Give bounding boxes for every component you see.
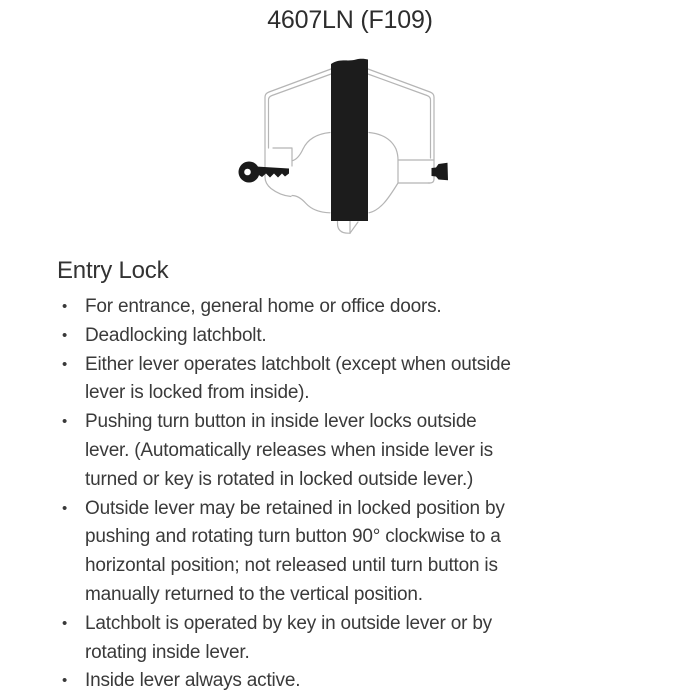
outside-lever-outline	[265, 69, 333, 213]
latchbolt-outline	[338, 221, 359, 233]
feature-line: • Inside lever always active.	[85, 670, 301, 692]
list-item	[57, 667, 657, 696]
list-item	[57, 322, 657, 351]
feature-line: • Either lever operates latchbolt (except when outside	[85, 353, 511, 375]
description-section	[57, 257, 657, 696]
feature-line: manually returned to the vertical position.	[85, 583, 423, 605]
list-item	[57, 293, 657, 322]
feature-line: • Latchbolt is operated by key in outside lever or by	[85, 612, 492, 634]
lock-diagram	[0, 0, 700, 260]
key-icon	[239, 162, 290, 183]
feature-line: pushing and rotating turn button 90° clockwise to a	[85, 526, 501, 548]
section-heading: Entry Lock	[57, 257, 169, 284]
feature-line: horizontal position; not released until turn button is	[85, 555, 498, 577]
list-item	[57, 408, 657, 494]
feature-line: • Outside lever may be retained in locked position by	[85, 497, 505, 519]
feature-line: lever. (Automatically releases when inside lever is	[85, 439, 493, 461]
inside-lever-outline	[367, 69, 435, 213]
feature-line: • For entrance, general home or office doors.	[85, 296, 442, 317]
lock-diagram-svg	[0, 0, 700, 260]
feature-line: • Deadlocking latchbolt.	[85, 324, 267, 346]
list-item	[57, 495, 657, 610]
feature-line: rotating inside lever.	[85, 641, 250, 663]
feature-line: • Pushing turn button in inside lever locks outside	[85, 411, 477, 433]
page-title: 4607LN (F109)	[267, 6, 433, 34]
list-item	[57, 351, 657, 409]
list-item	[57, 610, 657, 668]
door-cross-section	[331, 59, 368, 221]
feature-line: lever is locked from inside).	[85, 382, 310, 404]
feature-line: turned or key is rotated in locked outside lever.)	[85, 468, 474, 490]
feature-list	[57, 293, 657, 696]
